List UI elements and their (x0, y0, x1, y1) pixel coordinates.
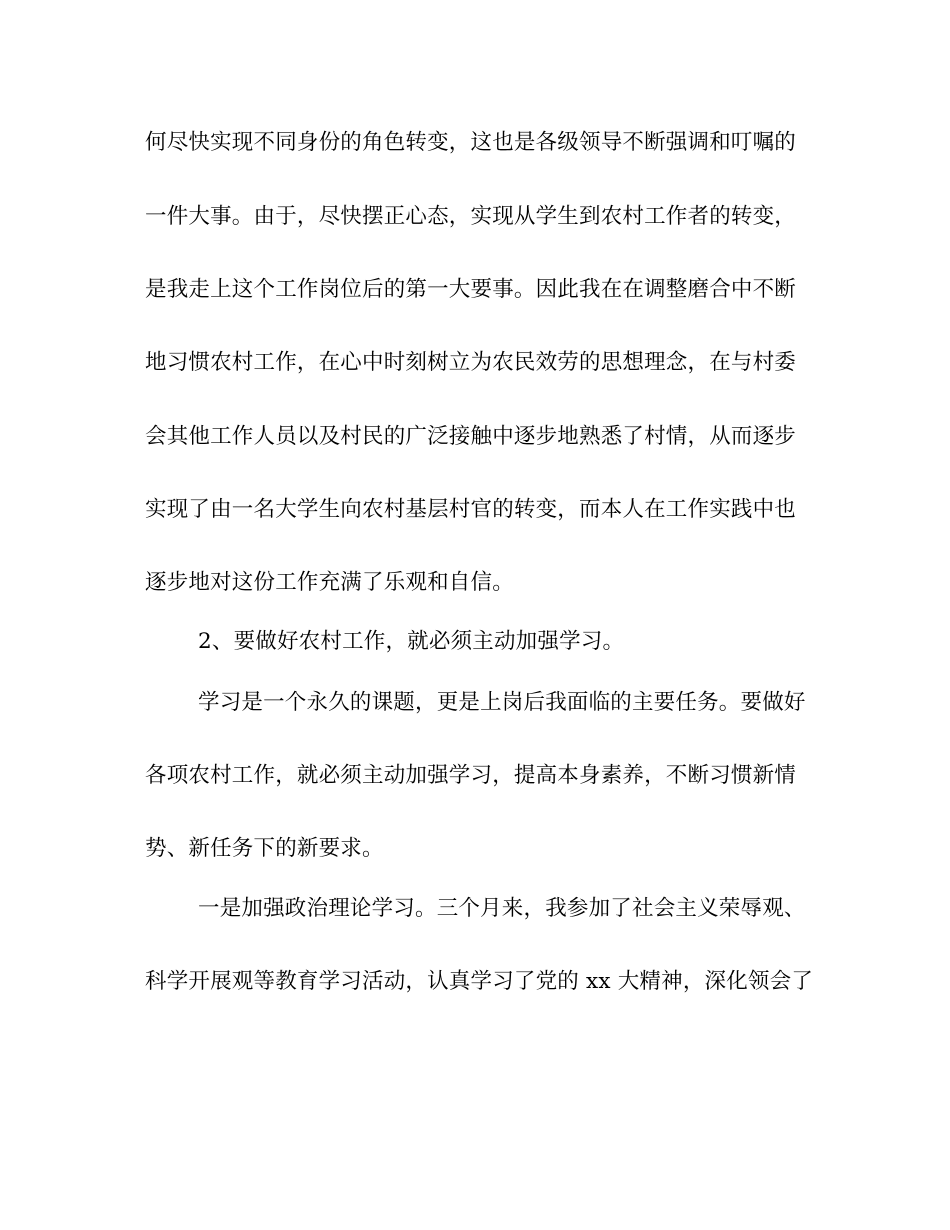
text-line: 会其他工作人员以及村民的广泛接触中逐步地熟悉了村情，从而逐步 (145, 424, 797, 449)
text-line: 各项农村工作，就必须主动加强学习，提高本身素养，不断习惯新情 (145, 763, 797, 788)
text-line: 实现了由一名大学生向农村基层村官的转变，而本人在工作实践中也 (145, 497, 797, 522)
text-line: 逐步地对这份工作充满了乐观和自信。 (145, 570, 514, 595)
text-line: 何尽快实现不同身份的角色转变，这也是各级领导不断强调和叮嘱的 (145, 130, 797, 155)
paragraph-first-line: 学习是一个永久的课题，更是上岗后我面临的主要任务。要做好 (198, 690, 806, 715)
text-line: 是我走上这个工作岗位后的第一大要事。因此我在在调整磨合中不断 (145, 277, 797, 302)
text-line: 地习惯农村工作，在心中时刻树立为农民效劳的思想理念，在与村委 (145, 350, 797, 375)
text-line: 势、新任务下的新要求。 (145, 836, 384, 861)
paragraph-first-line: 一是加强政治理论学习。三个月来，我参加了社会主义荣辱观、 (198, 896, 806, 921)
text-line: 科学开展观等教育学习活动，认真学习了党的 xx 大精神，深化领会了 (145, 969, 814, 994)
section-heading: 2、要做好农村工作，就必须主动加强学习。 (198, 629, 625, 654)
text-line: 一件大事。由于，尽快摆正心态，实现从学生到农村工作者的转变， (145, 204, 797, 229)
